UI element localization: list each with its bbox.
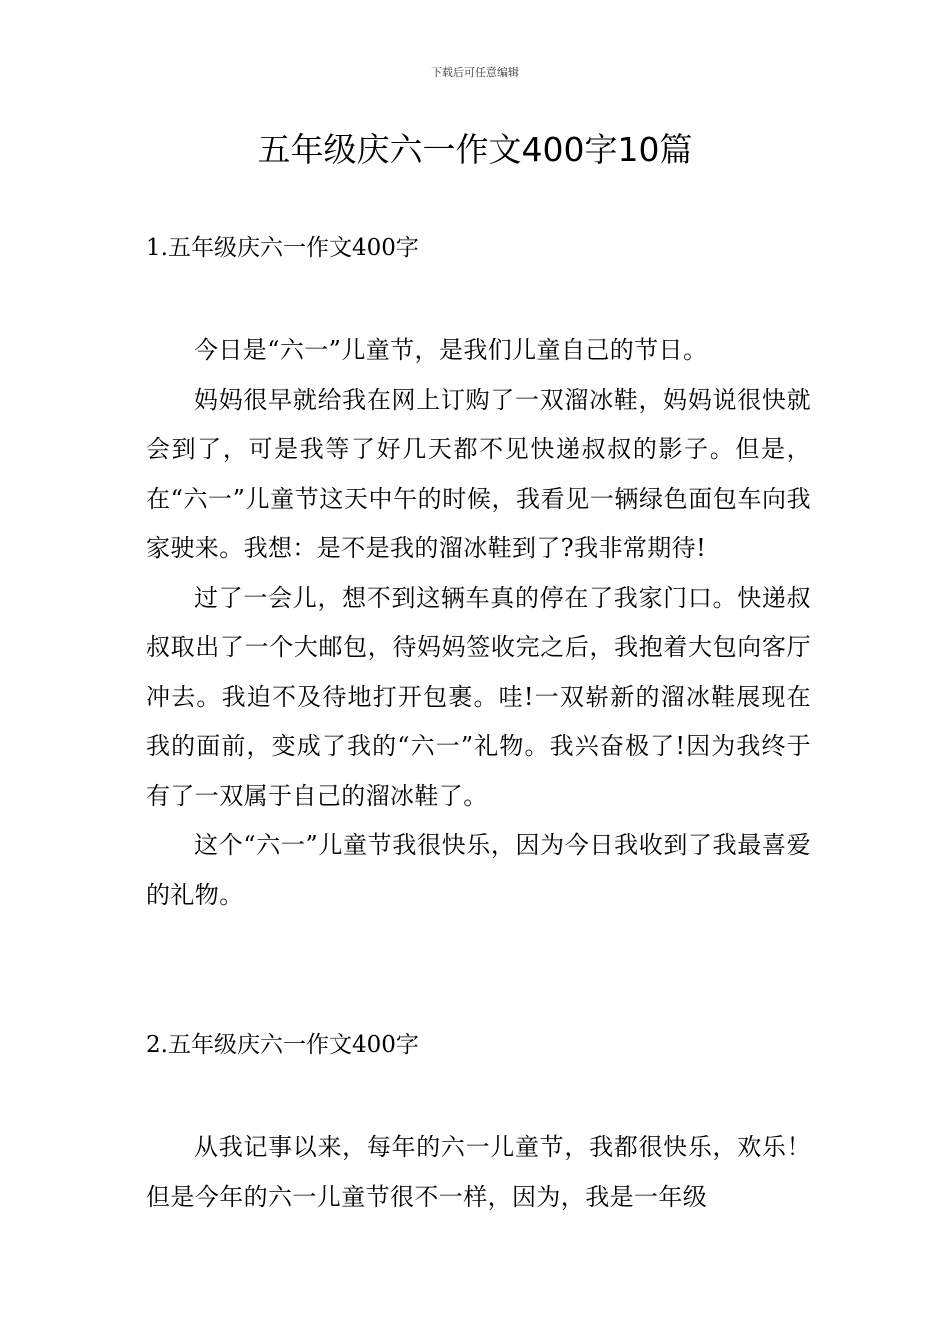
paragraph: 这个“六一”儿童节我很快乐，因为今日我收到了我最喜爱的礼物。 xyxy=(146,831,811,909)
paragraph: 妈妈很早就给我在网上订购了一双溜冰鞋，妈妈说很快就会到了，可是我等了好几天都不见快递叔叔的影子。但是，在“六一”儿童节这天中午的时候，我看见一辆绿色面包车向我家驶来。我想：是不是我的溜冰鞋到了?我非常期待! xyxy=(146,385,811,562)
document-title: 五年级庆六一作文400字10篇 xyxy=(257,130,693,169)
paragraph: 今日是“六一”儿童节，是我们儿童自己的节日。 xyxy=(194,336,708,364)
paragraph: 过了一会儿，想不到这辆车真的停在了我家门口。快递叔叔取出了一个大邮包，待妈妈签收完之后，我抱着大包向客厅冲去。我迫不及待地打开包裹。哇!一双崭新的溜冰鞋展现在我的面前，变成了我的“六一”礼物。我兴奋极了!因为我终于有了一双属于自己的溜冰鞋了。 xyxy=(146,583,811,810)
section-heading-2: 2.五年级庆六一作文400字 xyxy=(146,1032,419,1058)
header-note: 下载后可任意编辑 xyxy=(431,66,519,79)
section-heading-1: 1.五年级庆六一作文400字 xyxy=(146,235,419,261)
section-body-2 xyxy=(146,1123,811,1222)
paragraph: 从我记事以来，每年的六一儿童节，我都很快乐，欢乐！但是今年的六一儿童节很不一样，因为，我是一年级 xyxy=(146,1133,811,1211)
section-body-1 xyxy=(146,326,811,920)
